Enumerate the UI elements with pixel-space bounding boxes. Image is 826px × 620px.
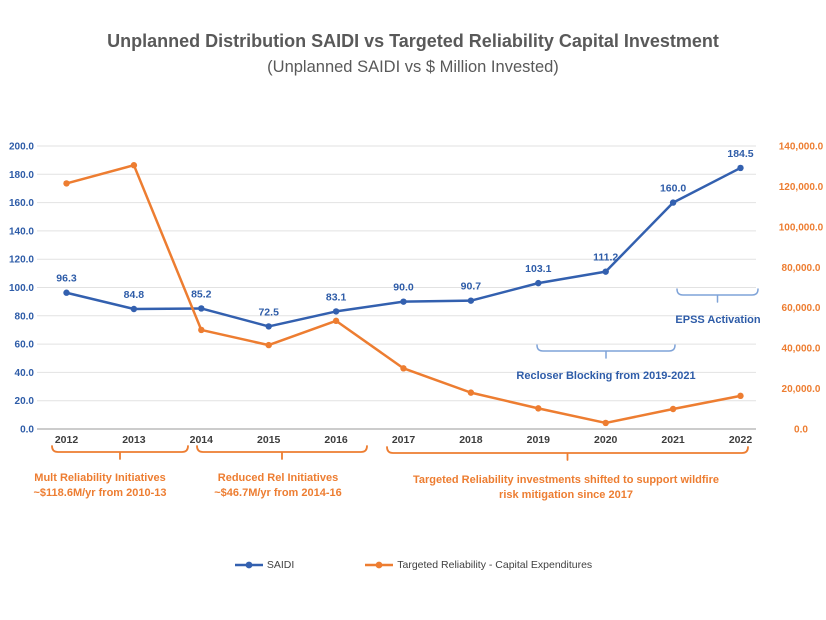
y-axis-left-tick-label: 120.0 [8, 254, 34, 266]
saidi-data-label: 96.3 [56, 272, 77, 285]
saidi-data-point [468, 297, 474, 303]
annotation-text-epss-activation: EPSS Activation [675, 314, 761, 326]
saidi-data-point [333, 308, 339, 314]
capex-series-line [67, 165, 741, 423]
saidi-data-point [63, 290, 69, 296]
x-axis-tick-label: 2015 [257, 434, 281, 446]
saidi-line-swatch-icon [234, 559, 264, 571]
capex-data-point [266, 342, 272, 348]
saidi-data-label: 72.5 [258, 306, 279, 319]
legend-label-capex: Targeted Reliability - Capital Expenditures [397, 559, 593, 571]
saidi-data-label: 83.1 [325, 291, 347, 304]
y-axis-right-tick-label: 40,000.0 [781, 343, 821, 355]
saidi-data-point [266, 323, 272, 329]
capex-data-point [333, 318, 339, 324]
y-axis-right-tick-label: 60,000.0 [781, 303, 821, 315]
y-axis-left-tick-label: 20.0 [14, 396, 34, 408]
y-axis-right-tick-label: 140,000.0 [778, 141, 824, 153]
saidi-data-label: 85.2 [191, 288, 212, 301]
annotation-text-reduced-rel: Reduced Rel Initiatives [217, 472, 339, 484]
y-axis-left-tick-label: 40.0 [14, 367, 34, 379]
y-axis-left-tick-label: 200.0 [8, 141, 34, 153]
saidi-data-point [198, 305, 204, 311]
annotation-brace-wildfire-shift [387, 447, 748, 460]
y-axis-right-tick-label: 80,000.0 [781, 262, 821, 274]
x-axis-tick-label: 2019 [526, 434, 550, 446]
x-axis-tick-label: 2013 [122, 434, 146, 446]
saidi-data-point [603, 268, 609, 274]
y-axis-right-tick-label: 120,000.0 [778, 181, 824, 193]
y-axis-right-tick-label: 20,000.0 [781, 384, 821, 396]
annotation-brace-mult-reliability [52, 446, 188, 459]
saidi-data-label: 160.0 [659, 182, 687, 195]
annotation-text-wildfire-shift: risk mitigation since 2017 [499, 489, 633, 501]
saidi-data-label: 184.5 [727, 147, 754, 160]
saidi-data-label: 103.1 [525, 263, 552, 276]
legend-item-saidi [234, 559, 294, 571]
y-axis-left-tick-label: 160.0 [8, 198, 34, 210]
saidi-data-label: 111.2 [593, 251, 619, 264]
y-axis-right-tick-label: 0.0 [794, 424, 808, 436]
saidi-data-point [670, 199, 676, 205]
y-axis-left-tick-label: 0.0 [20, 424, 34, 436]
capex-data-point [737, 393, 743, 399]
legend-item-capex [364, 559, 592, 571]
saidi-data-point [737, 165, 743, 171]
x-axis-tick-label: 2022 [728, 434, 753, 446]
capex-data-point [198, 327, 204, 333]
x-axis-tick-label: 2017 [391, 434, 416, 446]
x-axis-tick-label: 2021 [661, 434, 685, 446]
x-axis-tick-label: 2014 [189, 434, 213, 446]
capex-data-point [63, 180, 69, 186]
y-axis-left-tick-label: 180.0 [8, 169, 34, 181]
x-axis-tick-label: 2020 [594, 434, 618, 446]
capex-data-point [400, 365, 406, 371]
chart-subtitle: (Unplanned SAIDI vs $ Million Invested) [267, 58, 559, 76]
y-axis-left-tick-label: 60.0 [14, 339, 34, 351]
y-axis-left-tick-label: 140.0 [8, 226, 34, 238]
annotation-text-recloser-blocking: Recloser Blocking from 2019-2021 [516, 370, 696, 382]
y-axis-right-tick-label: 100,000.0 [778, 222, 824, 234]
saidi-data-point [400, 298, 406, 304]
x-axis-tick-label: 2018 [459, 434, 483, 446]
chart-title: Unplanned Distribution SAIDI vs Targeted Reliability Capital Investment [107, 31, 719, 51]
saidi-data-label: 90.7 [460, 280, 482, 293]
chart-legend [0, 559, 826, 571]
legend-label-saidi: SAIDI [266, 559, 295, 571]
annotation-brace-reduced-rel [197, 446, 367, 459]
annotation-text-reduced-rel: ~$46.7M/yr from 2014-16 [214, 487, 342, 499]
annotation-brace-epss-activation [677, 289, 758, 302]
saidi-data-label: 90.0 [393, 281, 414, 294]
capex-line-swatch-icon [364, 559, 394, 571]
capex-data-point [468, 389, 474, 395]
capex-data-point [535, 405, 541, 411]
annotation-text-wildfire-shift: Targeted Reliability investments shifted to support wildfire [412, 474, 720, 486]
annotation-text-mult-reliability: Mult Reliability Initiatives [34, 472, 166, 484]
x-axis-tick-label: 2016 [324, 434, 348, 446]
x-axis-tick-label: 2012 [54, 434, 79, 446]
saidi-data-label: 84.8 [123, 289, 145, 302]
saidi-data-point [131, 306, 137, 312]
saidi-data-point [535, 280, 541, 286]
annotation-text-mult-reliability: ~$118.6M/yr from 2010-13 [33, 487, 167, 499]
y-axis-left-tick-label: 80.0 [14, 311, 34, 323]
y-axis-left-tick-label: 100.0 [8, 283, 34, 294]
capex-data-point [131, 162, 137, 168]
annotation-brace-recloser-blocking [537, 345, 675, 358]
capex-data-point [670, 406, 676, 412]
capex-data-point [603, 420, 609, 426]
